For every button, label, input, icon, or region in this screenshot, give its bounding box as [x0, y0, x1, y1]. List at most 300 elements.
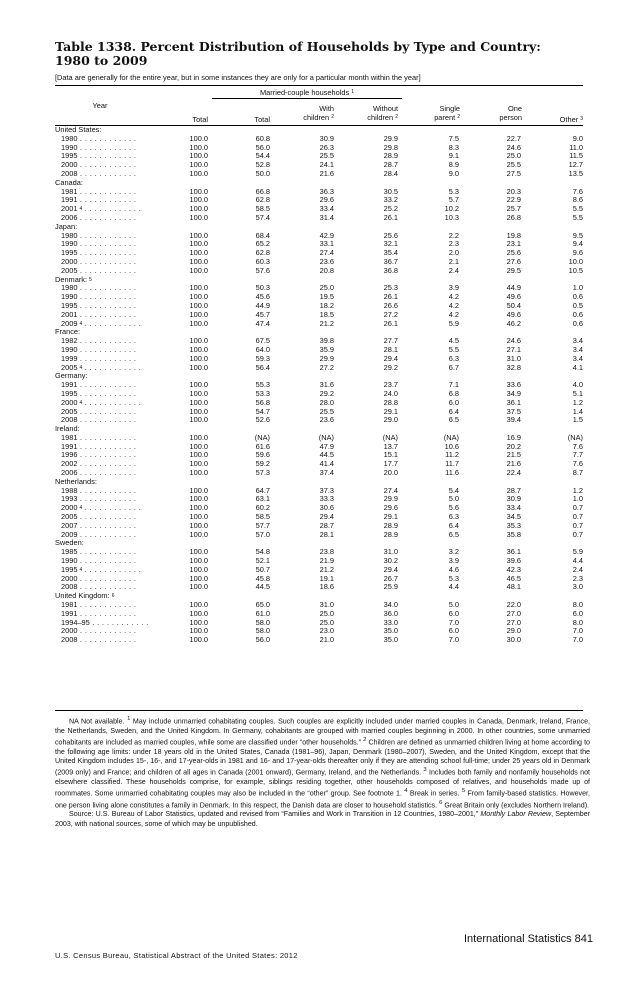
- year-label: 1980: [61, 284, 78, 293]
- value-cell: 7.6: [572, 459, 583, 469]
- year-cell: [55, 205, 155, 214]
- leader-dots: . . . . . . . . . . . .: [77, 433, 137, 442]
- leader-dots: . . . . . . . . . . . .: [77, 240, 137, 249]
- value-cell: 0.5: [572, 300, 583, 310]
- year-label: 1991: [61, 442, 78, 451]
- value-cell: 100.0: [189, 573, 208, 583]
- year-label: 1990: [61, 557, 78, 566]
- value-cell: 29.1: [383, 406, 398, 416]
- year-label: 1981: [61, 187, 78, 196]
- value-cell: 29.8: [383, 142, 398, 152]
- value-cell: 26.7: [383, 573, 398, 583]
- page-footer-right: International Statistics 841: [463, 933, 593, 945]
- value-cell: 50.0: [255, 168, 270, 178]
- year-label: 1996: [61, 451, 78, 460]
- value-cell: 8.0: [572, 617, 583, 627]
- value-cell: 25.0: [319, 608, 334, 618]
- table-row: [55, 583, 583, 592]
- value-cell: 100.0: [189, 617, 208, 627]
- value-cell: 23.6: [319, 415, 334, 425]
- value-cell: 100.0: [189, 468, 208, 478]
- year-label: 2000: [61, 161, 78, 170]
- value-cell: 26.1: [383, 318, 398, 328]
- year-cell: [55, 196, 155, 205]
- leader-dots: . . . . . . . . . . . .: [77, 389, 137, 398]
- value-cell: 9.0: [572, 133, 583, 143]
- value-cell: 25.9: [383, 582, 398, 592]
- value-cell: 45.8: [255, 573, 270, 583]
- leader-dots: . . . . . . . . . . . .: [77, 249, 137, 258]
- value-cell: 3.4: [572, 336, 583, 346]
- year-label: 2002: [61, 460, 78, 469]
- value-cell: 29.0: [506, 626, 521, 636]
- value-cell: 30.9: [319, 133, 334, 143]
- value-cell: 4.4: [572, 556, 583, 566]
- value-cell: 28.7: [506, 485, 521, 495]
- country-name-text: Netherlands:: [55, 476, 97, 486]
- leader-dots: . . . . . . . . . . . .: [77, 557, 137, 566]
- table-row: [55, 522, 583, 531]
- value-cell: 5.4: [448, 485, 459, 495]
- year-cell: [55, 548, 155, 557]
- value-cell: 49.6: [506, 292, 521, 302]
- value-cell: 65.0: [255, 600, 270, 610]
- value-cell: 27.0: [506, 617, 521, 627]
- value-cell: 20.8: [319, 265, 334, 275]
- value-cell: 45.6: [255, 292, 270, 302]
- data-table: [55, 126, 583, 645]
- value-cell: 10.6: [444, 441, 459, 451]
- year-label: 1990: [61, 293, 78, 302]
- country-group-row: [55, 126, 583, 135]
- leader-dots: . . . . . . . . . . . .: [77, 152, 137, 161]
- value-cell: (NA): [318, 432, 334, 442]
- value-cell: 6.7: [448, 362, 459, 372]
- value-cell: 25.7: [506, 204, 521, 214]
- value-cell: 15.1: [383, 450, 398, 460]
- year-cell: [55, 152, 155, 161]
- value-cell: 100.0: [189, 239, 208, 249]
- value-cell: 32.8: [506, 362, 521, 372]
- leader-dots: . . . . . . . . . . . .: [77, 310, 137, 319]
- table-row: [55, 460, 583, 469]
- leader-dots: . . . . . . . . . . . .: [77, 495, 137, 504]
- value-cell: 26.3: [319, 142, 334, 152]
- year-label: 2008: [61, 169, 78, 178]
- table-row: [55, 434, 583, 443]
- value-cell: 6.4: [448, 520, 459, 530]
- value-cell: 100.0: [189, 265, 208, 275]
- leader-dots: . . . . . . . . . . . .: [77, 574, 137, 583]
- value-cell: 24.1: [319, 160, 334, 170]
- leader-dots: . . . . . . . . . . . .: [82, 205, 142, 214]
- value-cell: 6.5: [448, 415, 459, 425]
- value-cell: 45.7: [255, 309, 270, 319]
- table-row: [55, 302, 583, 311]
- value-cell: 53.3: [255, 388, 270, 398]
- leader-dots: . . . . . . . . . . . .: [77, 354, 137, 363]
- col-one-person-l2: person: [499, 113, 522, 122]
- leader-dots: . . . . . . . . . . . .: [77, 442, 137, 451]
- value-cell: 10.2: [444, 204, 459, 214]
- value-cell: 33.0: [383, 617, 398, 627]
- value-cell: 58.5: [255, 204, 270, 214]
- value-cell: 3.2: [448, 547, 459, 557]
- value-cell: 6.0: [448, 608, 459, 618]
- value-cell: 67.5: [255, 336, 270, 346]
- value-cell: 100.0: [189, 520, 208, 530]
- country-name: [55, 126, 583, 135]
- value-cell: 25.6: [383, 230, 398, 240]
- value-cell: 100.0: [189, 142, 208, 152]
- leader-dots: . . . . . . . . . . . .: [77, 231, 137, 240]
- value-cell: 57.3: [255, 468, 270, 478]
- value-cell: 36.8: [383, 265, 398, 275]
- year-footnote-ref: 4: [79, 566, 83, 573]
- country-group-row: [55, 478, 583, 487]
- value-cell: 31.4: [319, 212, 334, 222]
- value-cell: 0.6: [572, 292, 583, 302]
- value-cell: 100.0: [189, 635, 208, 645]
- table-row: [55, 267, 583, 276]
- table-row: [55, 196, 583, 205]
- value-cell: 4.0: [572, 380, 583, 390]
- table-row: [55, 601, 583, 610]
- table-row: [55, 135, 583, 144]
- value-cell: 25.0: [506, 151, 521, 161]
- value-cell: 20.0: [383, 468, 398, 478]
- country-group-row: [55, 539, 583, 548]
- value-cell: 100.0: [189, 450, 208, 460]
- value-cell: 37.4: [319, 468, 334, 478]
- year-footnote-ref: 4: [79, 364, 83, 371]
- value-cell: 16.9: [506, 432, 521, 442]
- value-cell: 9.5: [572, 230, 583, 240]
- year-label: 1991: [61, 609, 78, 618]
- year-cell: [55, 135, 155, 144]
- value-cell: 33.4: [319, 204, 334, 214]
- value-cell: 100.0: [189, 582, 208, 592]
- col-with-children-l1: With: [319, 104, 334, 113]
- col-married-group-sup: 1: [351, 89, 354, 95]
- year-label: 1990: [61, 143, 78, 152]
- value-cell: 55.3: [255, 380, 270, 390]
- leader-dots: . . . . . . . . . . . .: [77, 187, 137, 196]
- value-cell: 3.9: [448, 556, 459, 566]
- value-cell: 1.4: [572, 406, 583, 416]
- value-cell: 3.9: [448, 283, 459, 293]
- value-cell: 30.9: [506, 494, 521, 504]
- table-row: [55, 152, 583, 161]
- value-cell: 10.3: [444, 212, 459, 222]
- value-cell: 52.8: [255, 160, 270, 170]
- value-cell: 17.7: [383, 459, 398, 469]
- value-cell: 100.0: [189, 529, 208, 539]
- col-one-person-l1: One: [508, 104, 522, 113]
- country-name: [55, 223, 583, 232]
- leader-dots: . . . . . . . . . . . .: [77, 469, 137, 478]
- table-row: [55, 513, 583, 522]
- value-cell: 66.8: [255, 186, 270, 196]
- value-cell: 100.0: [189, 415, 208, 425]
- value-cell: 31.0: [319, 600, 334, 610]
- value-cell: 64.0: [255, 344, 270, 354]
- table-row: [55, 311, 583, 320]
- value-cell: 100.0: [189, 151, 208, 161]
- year-cell: [55, 557, 155, 566]
- value-cell: 100.0: [189, 388, 208, 398]
- value-cell: 30.5: [383, 186, 398, 196]
- year-label: 2000: [61, 627, 78, 636]
- value-cell: 44.5: [319, 450, 334, 460]
- value-cell: 6.0: [448, 626, 459, 636]
- leader-dots: . . . . . . . . . . . .: [82, 398, 142, 407]
- value-cell: 23.6: [319, 256, 334, 266]
- value-cell: 21.2: [319, 318, 334, 328]
- year-cell: [55, 381, 155, 390]
- table-row: [55, 258, 583, 267]
- value-cell: 100.0: [189, 503, 208, 513]
- leader-dots: . . . . . . . . . . . .: [77, 460, 137, 469]
- top-rule: [55, 85, 583, 86]
- value-cell: 52.6: [255, 415, 270, 425]
- value-cell: 54.8: [255, 547, 270, 557]
- leader-dots: . . . . . . . . . . . .: [77, 293, 137, 302]
- value-cell: 18.5: [319, 309, 334, 319]
- table-row: [55, 240, 583, 249]
- table-row: [55, 504, 583, 513]
- value-cell: 34.0: [383, 600, 398, 610]
- leader-dots: . . . . . . . . . . . .: [77, 284, 137, 293]
- year-label: 2008: [61, 583, 78, 592]
- value-cell: 26.1: [383, 212, 398, 222]
- value-cell: 1.2: [572, 397, 583, 407]
- leader-dots: . . . . . . . . . . . .: [77, 169, 137, 178]
- table-row: [55, 469, 583, 478]
- country-group-row: [55, 328, 583, 337]
- value-cell: 100.0: [189, 344, 208, 354]
- value-cell: 100.0: [189, 283, 208, 293]
- year-cell: [55, 249, 155, 258]
- value-cell: 10.0: [568, 256, 583, 266]
- value-cell: 100.0: [189, 186, 208, 196]
- value-cell: 25.5: [319, 406, 334, 416]
- year-label: 2006: [61, 469, 78, 478]
- table-row: [55, 451, 583, 460]
- value-cell: 35.0: [383, 626, 398, 636]
- value-cell: 100.0: [189, 397, 208, 407]
- value-cell: 57.6: [255, 265, 270, 275]
- value-cell: 35.9: [319, 344, 334, 354]
- year-label: 2009: [61, 319, 78, 328]
- year-cell: [55, 258, 155, 267]
- table-row: [55, 249, 583, 258]
- year-label: 1995: [61, 152, 78, 161]
- year-label: 1995: [61, 301, 78, 310]
- value-cell: 24.6: [506, 336, 521, 346]
- value-cell: 1.0: [572, 283, 583, 293]
- table-row: [55, 566, 583, 575]
- leader-dots: . . . . . . . . . . . .: [77, 486, 137, 495]
- value-cell: 61.6: [255, 441, 270, 451]
- year-label: 1981: [61, 433, 78, 442]
- value-cell: 28.4: [383, 168, 398, 178]
- value-cell: 36.7: [383, 256, 398, 266]
- country-name: [55, 372, 583, 381]
- year-cell: [55, 566, 155, 575]
- col-with-children-l2: children: [303, 113, 330, 122]
- leader-dots: . . . . . . . . . . . .: [77, 134, 137, 143]
- value-cell: 23.8: [319, 547, 334, 557]
- value-cell: 7.0: [572, 626, 583, 636]
- leader-dots: . . . . . . . . . . . .: [82, 363, 142, 372]
- value-cell: 5.5: [572, 212, 583, 222]
- country-name-text: United Kingdom:: [55, 591, 110, 601]
- value-cell: 8.9: [448, 160, 459, 170]
- value-cell: 100.0: [189, 318, 208, 328]
- value-cell: 29.9: [383, 494, 398, 504]
- value-cell: 60.8: [255, 133, 270, 143]
- value-cell: 11.7: [445, 459, 459, 469]
- value-cell: 57.7: [255, 520, 270, 530]
- value-cell: 48.1: [506, 582, 521, 592]
- value-cell: 5.3: [448, 186, 459, 196]
- value-cell: 42.3: [506, 564, 521, 574]
- value-cell: 29.6: [383, 503, 398, 513]
- table-row: [55, 487, 583, 496]
- value-cell: 100.0: [189, 309, 208, 319]
- value-cell: 36.3: [319, 186, 334, 196]
- table-row: [55, 364, 583, 373]
- country-name-text: Canada:: [55, 177, 83, 187]
- value-cell: 27.0: [506, 608, 521, 618]
- value-cell: 19.1: [319, 573, 334, 583]
- value-cell: 100.0: [189, 441, 208, 451]
- value-cell: 3.4: [572, 353, 583, 363]
- value-cell: 49.6: [506, 309, 521, 319]
- leader-dots: . . . . . . . . . . . .: [77, 266, 137, 275]
- married-group-rule: [212, 98, 402, 99]
- country-name: [55, 478, 583, 487]
- value-cell: 100.0: [189, 556, 208, 566]
- value-cell: 27.4: [319, 248, 334, 258]
- col-single-parent-l2: parent: [434, 113, 456, 122]
- value-cell: 29.9: [319, 353, 334, 363]
- col-with-children-sup: 2: [331, 114, 334, 120]
- table-title-line1: Table 1338. Percent Distribution of Households by Type and Country:: [55, 39, 541, 54]
- value-cell: 8.6: [572, 195, 583, 205]
- value-cell: 11.6: [445, 468, 459, 478]
- value-cell: 100.0: [189, 133, 208, 143]
- year-label: 2000: [61, 398, 78, 407]
- value-cell: 0.6: [572, 318, 583, 328]
- col-with-children-l2-wrap: [282, 113, 334, 122]
- col-without-children: [340, 104, 398, 122]
- value-cell: 23.1: [506, 239, 521, 249]
- value-cell: 19.8: [506, 230, 521, 240]
- value-cell: 100.0: [189, 380, 208, 390]
- value-cell: 100.0: [189, 195, 208, 205]
- value-cell: 31.6: [319, 380, 334, 390]
- headnote: [Data are generally for the entire year, but in some instances they are only for a particular month within the year]: [55, 73, 421, 82]
- value-cell: 30.6: [319, 503, 334, 513]
- value-cell: 1.0: [572, 494, 583, 504]
- col-single-parent-l2-wrap: [408, 113, 460, 122]
- year-label: 1980: [61, 134, 78, 143]
- value-cell: 7.6: [572, 186, 583, 196]
- table-row: [55, 416, 583, 425]
- value-cell: 68.4: [255, 230, 270, 240]
- leader-dots: . . . . . . . . . . . .: [77, 451, 137, 460]
- year-cell: [55, 601, 155, 610]
- value-cell: 0.6: [572, 309, 583, 319]
- value-cell: 2.3: [572, 573, 583, 583]
- value-cell: 21.0: [319, 635, 334, 645]
- value-cell: 100.0: [189, 459, 208, 469]
- year-cell: [55, 610, 155, 619]
- table-row: [55, 636, 583, 645]
- value-cell: 35.8: [506, 529, 521, 539]
- year-label: 2000: [61, 574, 78, 583]
- value-cell: 100.0: [189, 204, 208, 214]
- value-cell: 28.0: [319, 397, 334, 407]
- value-cell: 100.0: [189, 160, 208, 170]
- value-cell: 29.9: [383, 133, 398, 143]
- year-label: 1999: [61, 354, 78, 363]
- table-row: [55, 575, 583, 584]
- value-cell: 62.8: [255, 195, 270, 205]
- data-table-body: [55, 126, 583, 645]
- value-cell: 100.0: [189, 230, 208, 240]
- value-cell: 8.7: [572, 468, 583, 478]
- col-total: Total: [192, 115, 208, 124]
- value-cell: 5.1: [572, 388, 583, 398]
- table-row: [55, 390, 583, 399]
- year-cell: [55, 487, 155, 496]
- value-cell: 0.7: [572, 529, 583, 539]
- value-cell: 6.3: [448, 353, 459, 363]
- table-row: [55, 188, 583, 197]
- value-cell: 28.8: [383, 397, 398, 407]
- country-name: [55, 592, 583, 601]
- value-cell: 1.5: [572, 415, 583, 425]
- leader-dots: . . . . . . . . . . . .: [77, 381, 137, 390]
- value-cell: 5.6: [448, 503, 459, 513]
- value-cell: 60.2: [255, 503, 270, 513]
- year-cell: [55, 434, 155, 443]
- table-row: [55, 161, 583, 170]
- value-cell: 21.9: [319, 556, 334, 566]
- col-year: Year: [92, 101, 108, 110]
- value-cell: 39.4: [506, 415, 521, 425]
- value-cell: 13.5: [568, 168, 583, 178]
- leader-dots: . . . . . . . . . . . .: [77, 143, 137, 152]
- value-cell: 56.8: [255, 397, 270, 407]
- year-label: 2005: [61, 407, 78, 416]
- value-cell: 33.6: [506, 380, 521, 390]
- value-cell: 29.4: [319, 512, 334, 522]
- value-cell: 6.4: [448, 406, 459, 416]
- value-cell: 58.0: [255, 617, 270, 627]
- country-group-row: [55, 372, 583, 381]
- footnotes: [55, 715, 590, 829]
- year-label: 2005: [61, 513, 78, 522]
- value-cell: 27.2: [383, 309, 398, 319]
- table-row: [55, 531, 583, 540]
- value-cell: 21.6: [506, 459, 521, 469]
- value-cell: 35.4: [383, 248, 398, 258]
- value-cell: 4.1: [572, 362, 583, 372]
